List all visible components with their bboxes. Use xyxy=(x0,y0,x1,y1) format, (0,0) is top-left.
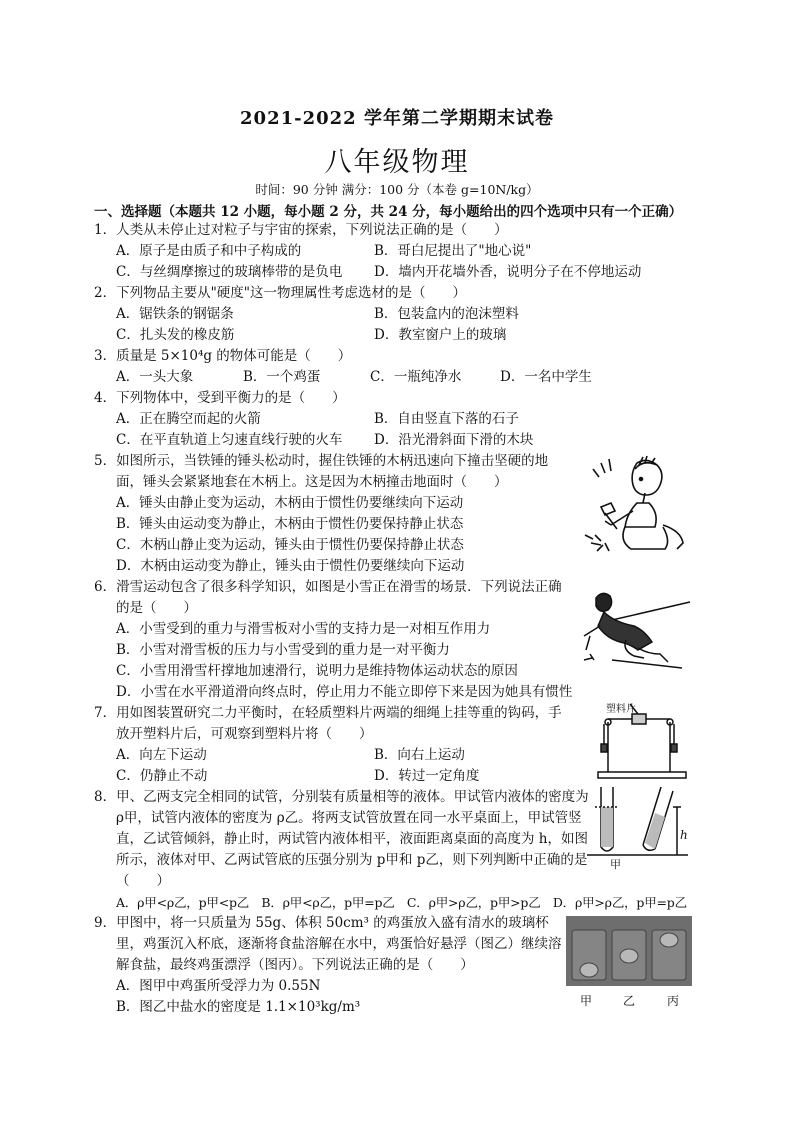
option-c: C．扎头发的橡皮筋 xyxy=(116,327,235,343)
option-d: D．小雪在水平滑道滑向终点时，停止用力不能立即停下来是因为她具有惯性 xyxy=(116,684,573,700)
option-b: B．包装盒内的泡沫塑料 xyxy=(374,306,519,322)
question-7 xyxy=(94,703,574,787)
question-5 xyxy=(94,451,574,577)
question-stem: 9．甲图中，将一只质量为 55g、体积 50cm³ 的鸡蛋放入盛有清水的玻璃杯里，鸡蛋沉入杯底，逐渐将食盐溶解在水中，鸡蛋恰好悬浮（图乙）继续溶解食盐，最终鸡蛋漂浮（图丙）。下列说法正确的是（ ） xyxy=(94,915,562,973)
question-stem: 8．甲、乙两支完全相同的试管，分别装有质量相等的液体。甲试管内液体的密度为 ρ甲，试管内液体的密度为 ρ乙。将两支试管放置在同一水平桌面上，甲试管竖直，乙试管倾斜，静止时，两试管内液体相平，液面距离桌面的高度为 h，如图所示，液体对甲、乙两试管底的压强分别为 p甲和 p乙，则下列判断中正确的是（ ） xyxy=(94,789,589,889)
option-c: C．在平直轨道上匀速直线行驶的火车 xyxy=(116,432,343,448)
question-stem: 6．滑雪运动包含了很多科学知识，如图是小雪正在滑雪的场景．下列说法正确的是（ ） xyxy=(94,579,562,616)
question-stem: 4．下列物体中，受到平衡力的是（ ） xyxy=(94,390,346,406)
option-b: B．锤头由运动变为静止，木柄由于惯性仍要保持静止状态 xyxy=(116,516,464,532)
figure-caption-yi: 乙 xyxy=(623,994,636,1008)
question-2 xyxy=(94,283,714,346)
option-d: D．一名中学生 xyxy=(500,369,592,385)
figure-label-h: h xyxy=(680,828,688,842)
option-a: A．正在腾空而起的火箭 xyxy=(116,411,261,427)
exam-title: 2021-2022 学年第二学期期末试卷 xyxy=(240,108,554,129)
question-stem: 5．如图所示，当铁锤的锤头松动时，握住铁锤的木柄迅速向下撞击坚硬的地面，锤头会紧紧地套在木柄上。这是因为木柄撞击地面时（ ） xyxy=(94,453,549,490)
question-stem: 3．质量是 5×10⁴g 的物体可能是（ ） xyxy=(94,348,352,364)
question-4 xyxy=(94,388,714,451)
question-9 xyxy=(94,913,574,1018)
skier-figure xyxy=(582,590,697,670)
question-3 xyxy=(94,346,714,388)
exam-info: 时间：90 分钟 满分：100 分（本卷 g=10N/kg） xyxy=(255,182,539,197)
figure-caption-jia: 甲 xyxy=(580,994,593,1008)
option-b: B．自由竖直下落的石子 xyxy=(374,411,519,427)
question-6 xyxy=(94,577,574,703)
figure-label-jia: 甲 xyxy=(610,858,621,871)
option-d: D．教室窗户上的玻璃 xyxy=(374,327,507,343)
option-c: C．一瓶纯净水 xyxy=(370,369,462,385)
question-stem: 1．人类从未停止过对粒子与宇宙的探索，下列说法正确的是（ ） xyxy=(94,222,508,238)
exam-subject: 八年级物理 xyxy=(324,147,470,178)
option-d: D．沿光滑斜面下滑的木块 xyxy=(374,432,534,448)
section-heading: 一、选择题（本题共 12 小题，每小题 2 分，共 24 分，每小题给出的四个选项中只有一个正确） xyxy=(94,204,683,220)
option-b: B．图乙中盐水的密度是 1.1×10³kg/m³ xyxy=(116,999,361,1015)
question-1 xyxy=(94,220,714,283)
option-c: C．木柄山静止变为运动，锤头由于惯性仍要保持静止状态 xyxy=(116,537,464,553)
question-stem: 7．用如图装置研究二力平衡时，在轻质塑料片两端的细绳上挂等重的钩码，手放开塑料片后，可观察到塑料片将（ ） xyxy=(94,705,562,742)
option-a: A．小雪受到的重力与滑雪板对小雪的支持力是一对相互作用力 xyxy=(116,621,491,637)
option-c: C．与丝绸摩擦过的玻璃棒带的是负电 xyxy=(116,264,343,280)
option-a: A．原子是由质子和中子构成的 xyxy=(116,243,302,259)
question-options: A．ρ甲<ρ乙，p甲<p乙 B．ρ甲<ρ乙，p甲=p乙 C．ρ甲>ρ乙，p甲>p乙 D．ρ甲>ρ乙，p甲=p乙 xyxy=(116,895,687,910)
option-d: D．墙内开花墙外香，说明分子在不停地运动 xyxy=(374,264,642,280)
figure-caption-bing: 丙 xyxy=(667,994,680,1008)
option-a: A．锯铁条的钢锯条 xyxy=(116,306,234,322)
option-b: B．一个鸡蛋 xyxy=(243,369,321,385)
option-b: B．向右上运动 xyxy=(374,747,465,763)
option-d: D．转过一定角度 xyxy=(374,768,480,784)
hammer-figure xyxy=(575,455,695,560)
figure-label-plastic-sheet: 塑料片 xyxy=(606,704,636,715)
question-stem: 2．下列物品主要从"硬度"这一物理属性考虑选材的是（ ） xyxy=(94,285,467,301)
option-a: A．向左下运动 xyxy=(116,747,207,763)
option-a: A．一头大象 xyxy=(116,369,194,385)
test-tubes-figure xyxy=(585,783,690,863)
option-b: B．小雪对滑雪板的压力与小雪受到的重力是一对平衡力 xyxy=(116,642,450,658)
option-c: C．小雪用滑雪杆撑地加速滑行，说明力是维持物体运动状态的原因 xyxy=(116,663,518,679)
option-a: A．图甲中鸡蛋所受浮力为 0.55N xyxy=(116,978,321,994)
option-b: B．哥白尼提出了"地心说" xyxy=(374,243,532,259)
option-c: C．仍静止不动 xyxy=(116,768,208,784)
eggs-photo-figure xyxy=(566,916,692,986)
option-d: D．木柄由运动变为静止，锤头由于惯性仍要继续向下运动 xyxy=(116,558,465,574)
option-a: A．锤头由静止变为运动，木柄由于惯性仍要继续向下运动 xyxy=(116,495,464,511)
